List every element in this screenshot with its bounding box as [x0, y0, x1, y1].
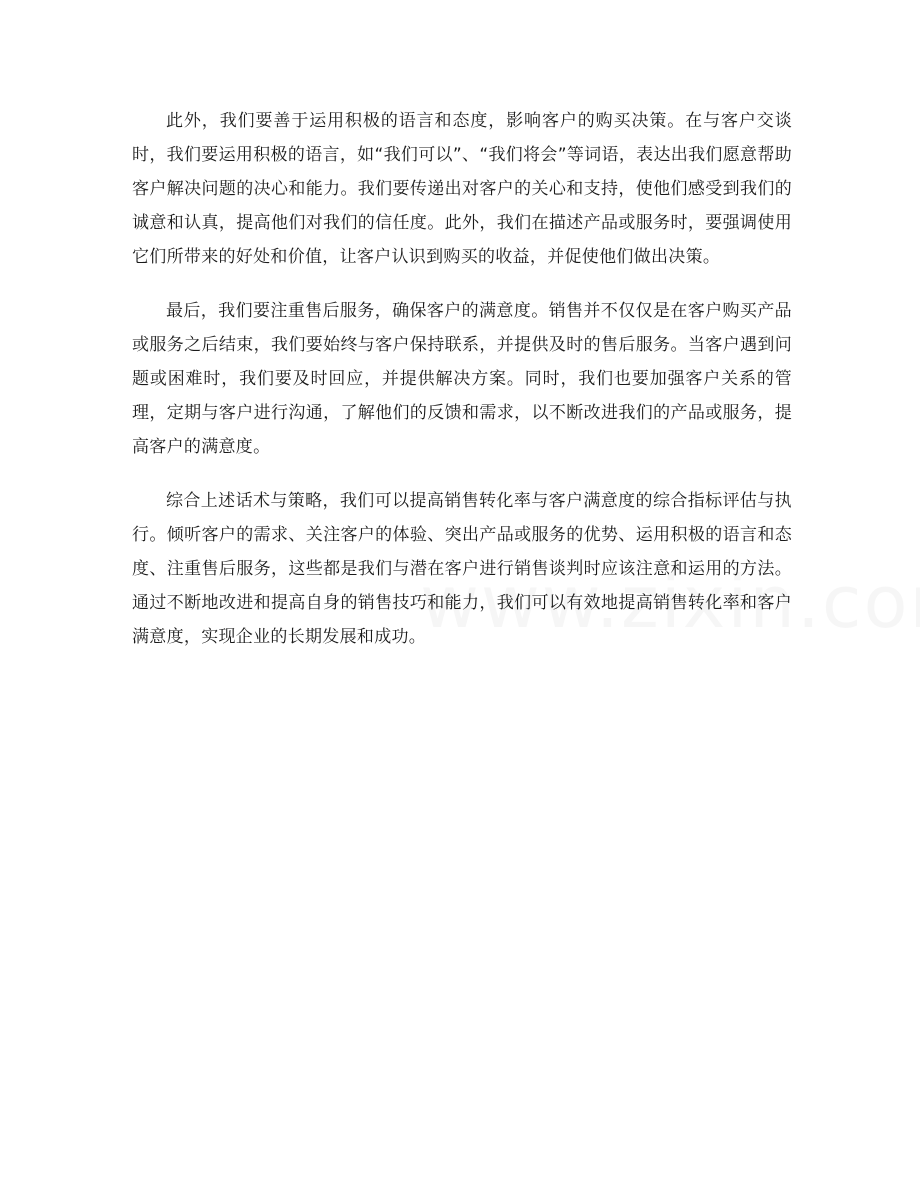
paragraph-1: 此外，我们要善于运用积极的语言和态度，影响客户的购买决策。在与客户交谈时，我们要运用积极的语言，如“我们可以”、“我们将会”等词语，表达出我们愿意帮助客户解决问题的决心和能力。我们要传递出对客户的关心和支持，使他们感受到我们的诚意和认真，提高他们对我们的信任度。此外，我们在描述产品或服务时，要强调使用它们所带来的好处和价值，让客户认识到购买的收益，并促使他们做出决策。	[132, 111, 792, 267]
paragraph-3: 综合上述话术与策略，我们可以提高销售转化率与客户满意度的综合指标评估与执行。倾听客户的需求、关注客户的体验、突出产品或服务的优势、运用积极的语言和态度、注重售后服务，这些都是我们与潜在客户进行销售谈判时应该注意和运用的方法。通过不断地改进和提高自身的销售技巧和能力，我们可以有效地提高销售转化率和客户满意度，实现企业的长期发展和成功。	[132, 491, 792, 647]
document-body	[132, 104, 792, 674]
paragraph-2: 最后，我们要注重售后服务，确保客户的满意度。销售并不仅仅是在客户购买产品或服务之后结束，我们要始终与客户保持联系，并提供及时的售后服务。当客户遇到问题或困难时，我们要及时回应，并提供解决方案。同时，我们也要加强客户关系的管理，定期与客户进行沟通，了解他们的反馈和需求，以不断改进我们的产品或服务，提高客户的满意度。	[132, 301, 792, 457]
